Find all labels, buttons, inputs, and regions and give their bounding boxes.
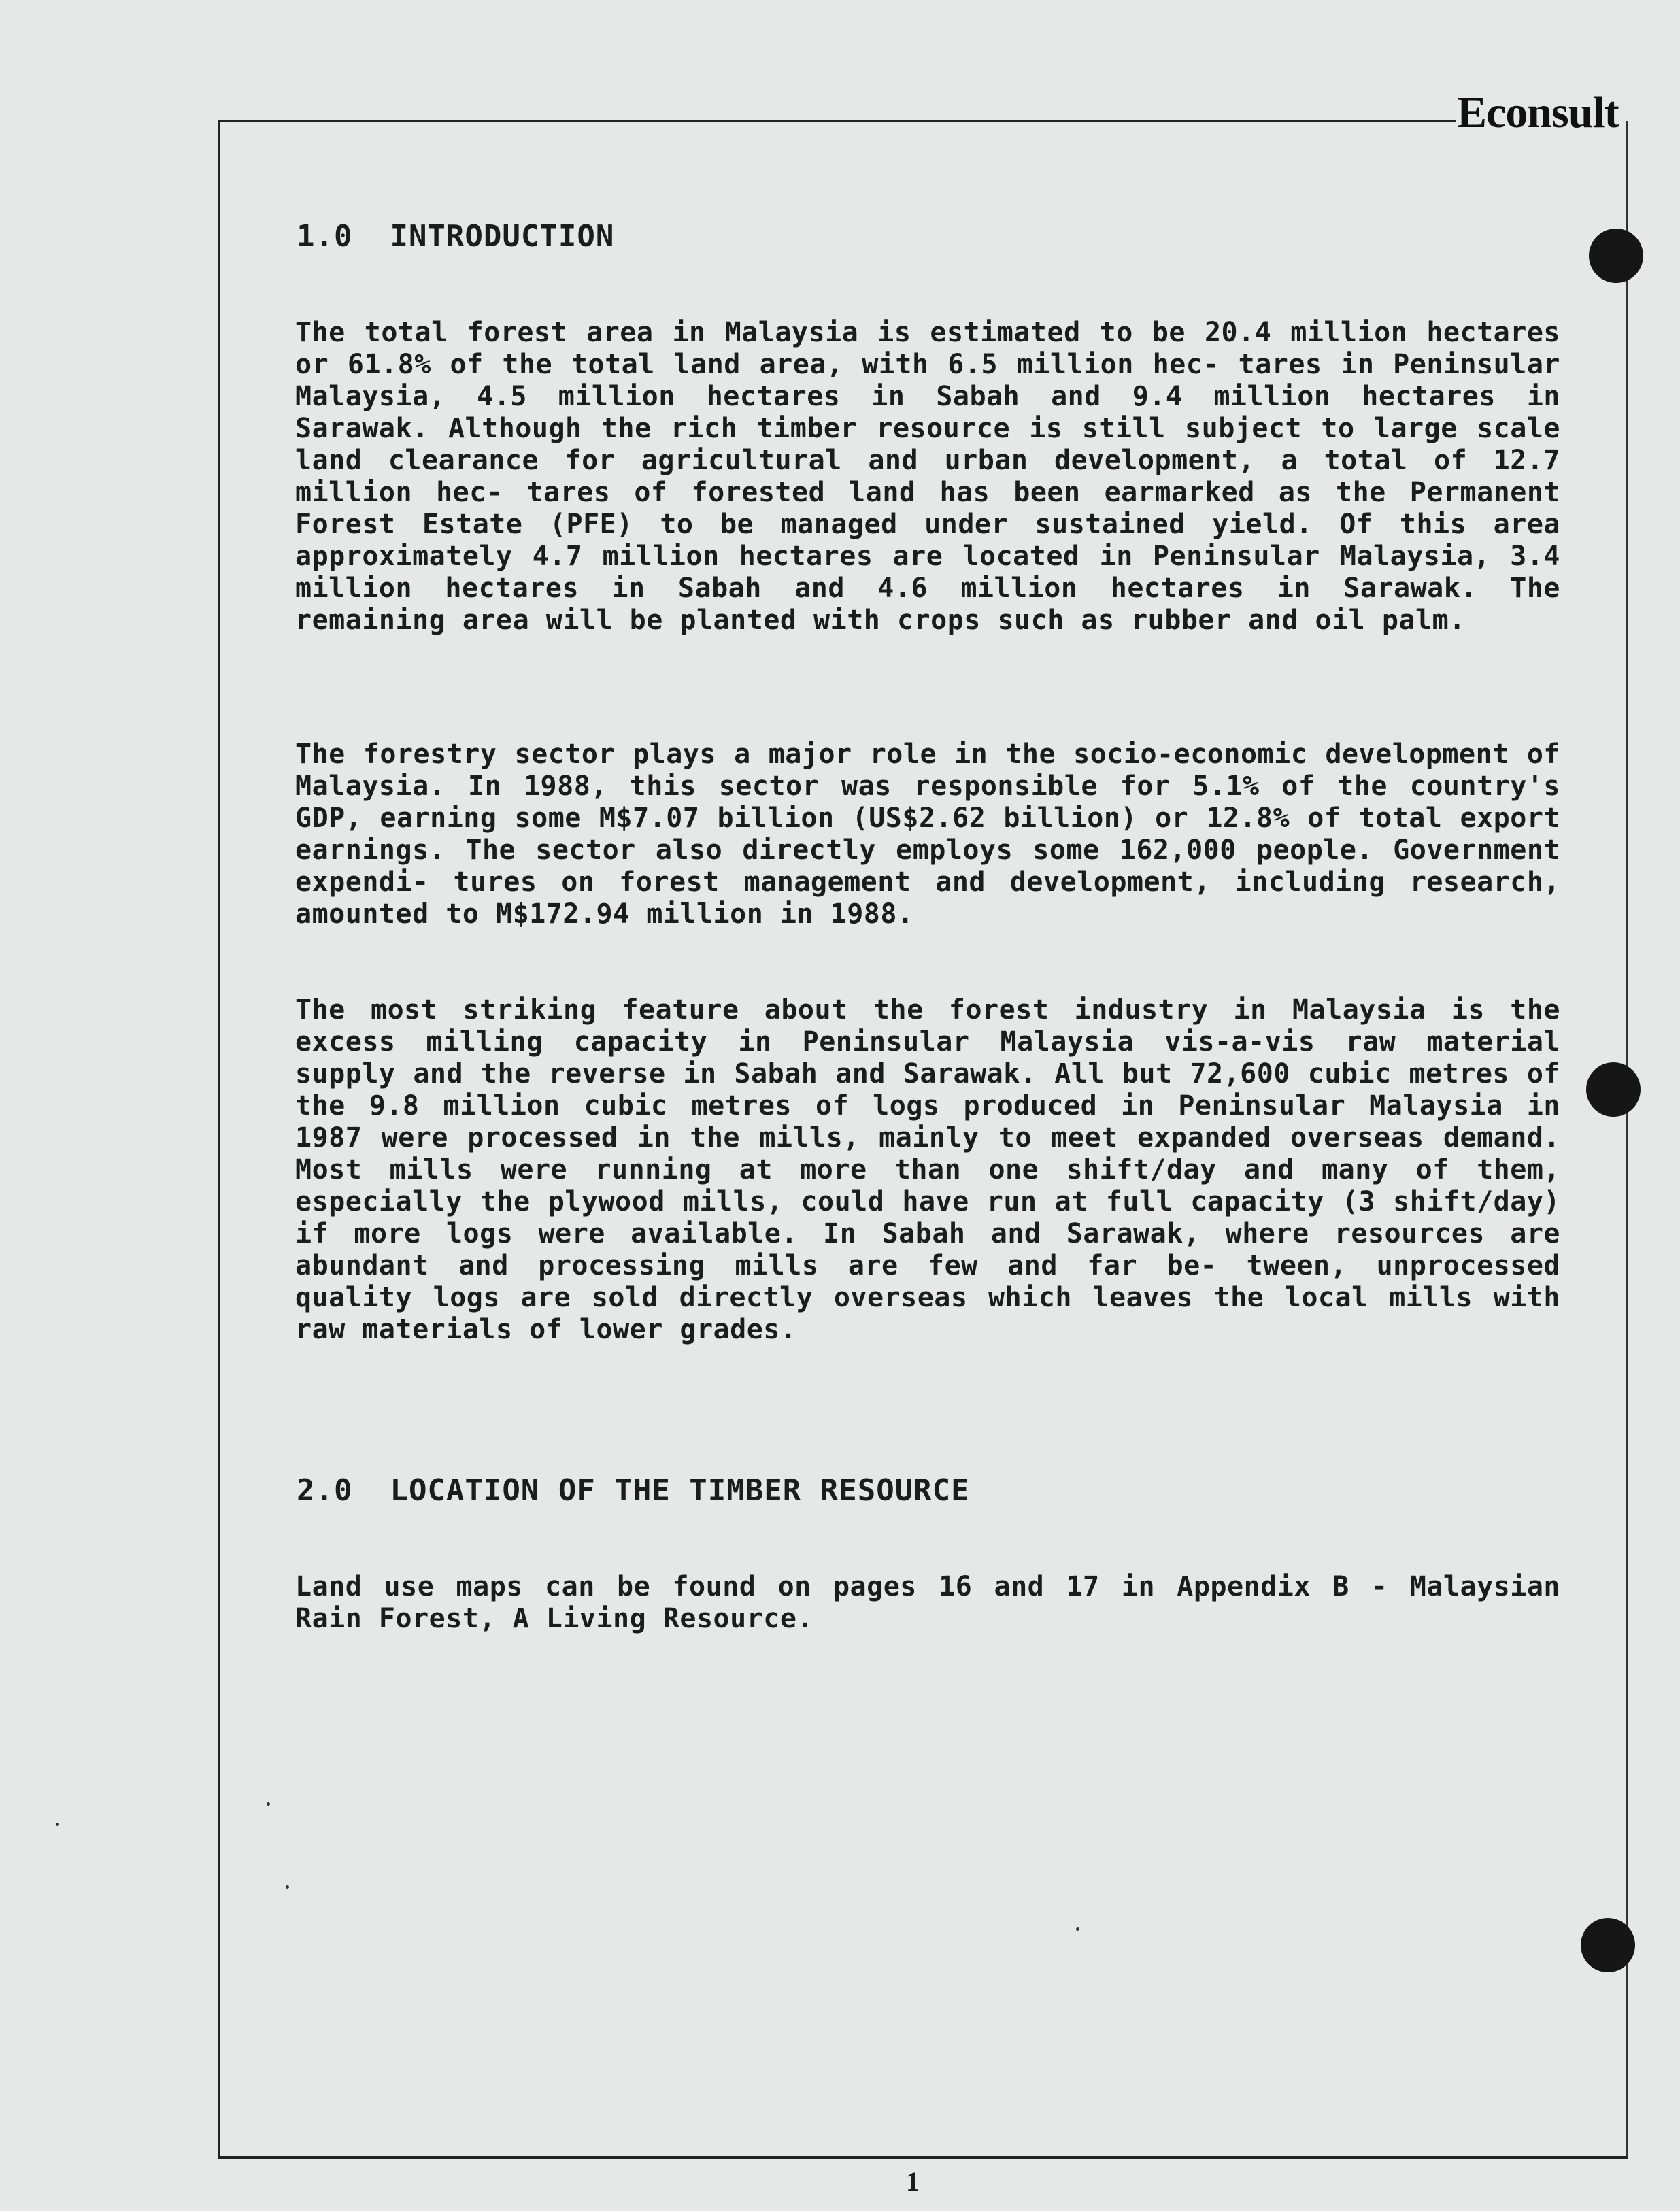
page-number: 1	[906, 2166, 920, 2197]
scan-speck	[56, 1823, 59, 1826]
brand-logo: Econsult	[1457, 88, 1619, 137]
section-heading-location: 2.0 LOCATION OF THE TIMBER RESOURCE	[297, 1473, 970, 1508]
paragraph-land-use-maps: Land use maps can be found on pages 16 and 17 in Appendix B - Malaysian Rain Forest, A Living Resource.	[295, 1571, 1560, 1634]
scan-speck	[286, 1885, 289, 1889]
paragraph-milling-capacity: The most striking feature about the forest industry in Malaysia is the excess milling capacity in Peninsular Malaysia vis-a-vis raw material supply and the reverse in Sabah and Sarawak. All but 72,600 cubic metres of the 9.8 million cubic metres of logs produced in Peninsular Malaysia in 1987 were processed in the mills, mainly to meet expanded overseas demand. Most mills were running at more than one shift/day and many of them, especially the plywood mills, could have run at full capacity (3 shift/day) if more logs were available. In Sabah and Sarawak, where resources are abundant and processing mills are few and far be- tween, unprocessed quality logs are sold directly overseas which leaves the local mills with raw materials of lower grades.	[295, 994, 1560, 1345]
punch-hole-icon	[1586, 1062, 1641, 1117]
section-heading-introduction: 1.0 INTRODUCTION	[297, 219, 615, 254]
punch-hole-icon	[1581, 1918, 1635, 1972]
paragraph-forest-area: The total forest area in Malaysia is estimated to be 20.4 million hectares or 61.8% of the total land area, with 6.5 million hec- tares in Peninsular Malaysia, 4.5 million hectares in Sabah and 9.4 million hectares in Sarawak. Although the rich timber resource is still subject to large scale land clearance for agricultural and urban development, a total of 12.7 million hec- tares of forested land has been earmarked as the Permanent Forest Estate (PFE) to be managed under sustained yield. Of this area approximately 4.7 million hectares are located in Peninsular Malaysia, 3.4 million hectares in Sabah and 4.6 million hectares in Sarawak. The remaining area will be planted with crops such as rubber and oil palm.	[295, 317, 1560, 636]
scan-speck	[1076, 1927, 1079, 1931]
scan-speck	[267, 1802, 270, 1806]
punch-hole-icon	[1589, 229, 1643, 283]
paragraph-forestry-sector: The forestry sector plays a major role in the socio-economic development of Malaysia. In 1988, this sector was responsible for 5.1% of the country's GDP, earning some M$7.07 billion (US$2.62 billion) or 12.8% of total export earnings. The sector also directly employs some 162,000 people. Government expendi- tures on forest management and development, including research, amounted to M$172.94 million in 1988.	[295, 739, 1560, 930]
